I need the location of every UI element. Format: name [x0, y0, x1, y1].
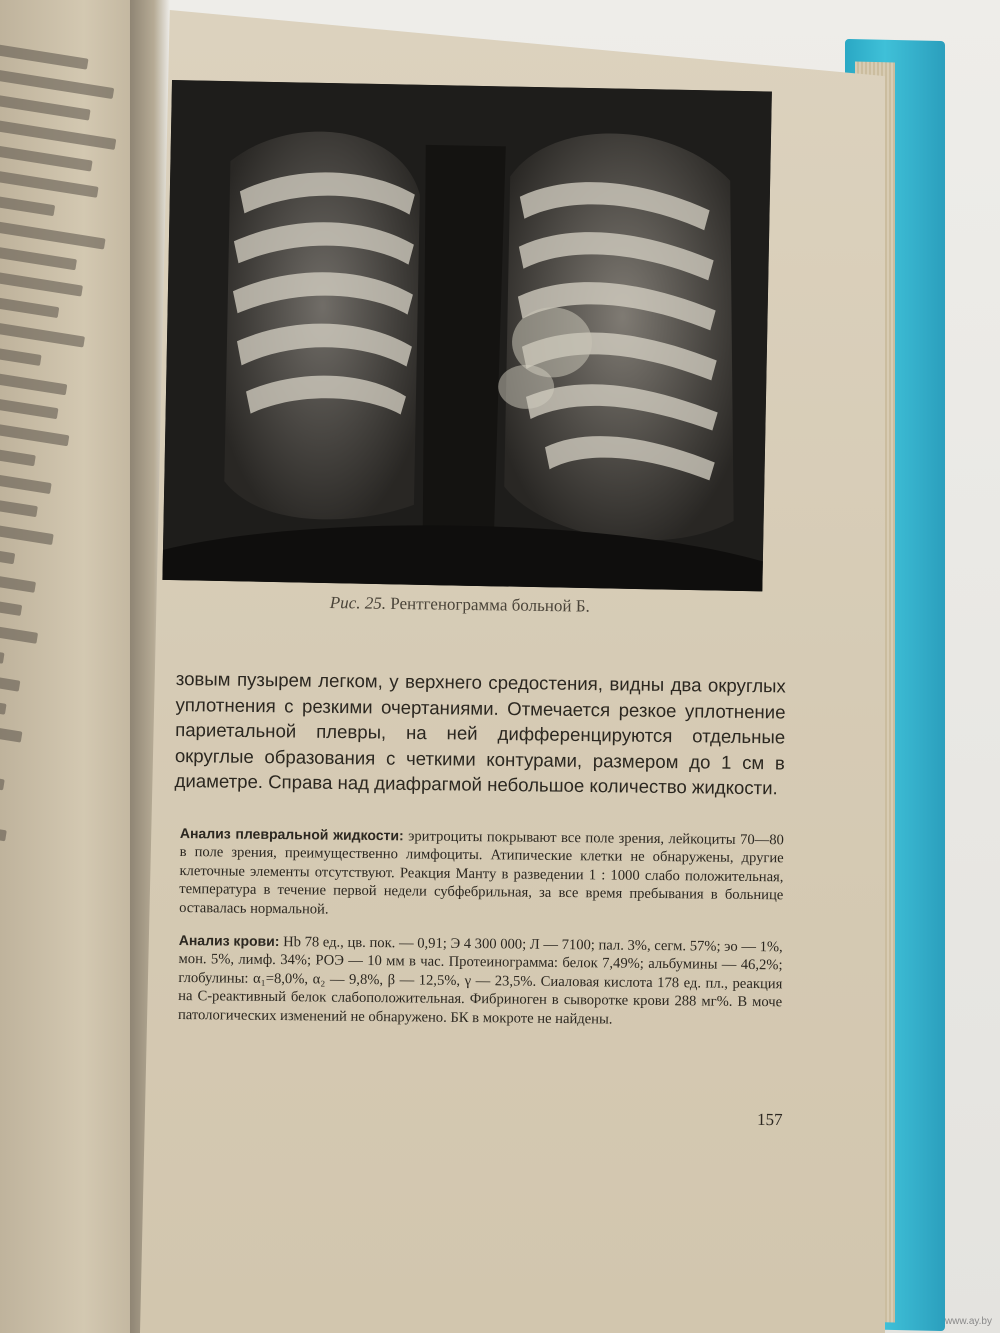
figure-caption-text: Рентгенограмма больной Б. [385, 593, 590, 616]
lab-results [178, 824, 784, 1044]
xray-figure [162, 80, 771, 591]
body-paragraph-text: зовым пузырем легком, у верхнего средостения, видны два округлых уплотнения с резкими очертаниями. Отмечается резкое уплотнение париетальной плевры, на ней дифференцируются отдельные округлые образования с четкими контурами, размером до 1 см в диаметре. Справа над диафрагмой небольшое количество жидкости. [174, 667, 786, 799]
figure-caption-label: Рис. 25. [329, 593, 387, 613]
left-page-text-blur [0, 40, 140, 1306]
left-page [0, 0, 140, 1333]
body-paragraph [174, 666, 786, 801]
pleural-analysis-label: Анализ плевральной жидкости: [179, 824, 404, 844]
blood-analysis [178, 931, 783, 1030]
pleural-analysis [179, 824, 784, 923]
watermark: www.ay.by [944, 1316, 992, 1327]
blood-analysis-label: Анализ крови: [178, 932, 280, 950]
blood-analysis-text: Hb 78 ед., цв. пок. — 0,91; Э 4 300 000; Л — 7100; пал. 3%, сегм. 57%; эо — 1%, мон. 5%, лимф. 34%; РОЭ — 10 мм в час. Протеинограмма: белок 7,49%; альбумины — 46,2%; глобулины: α₁=8,0%, α₂ — 9,8%, β — 12,5%, γ — 23,5%. Сиаловая кислота 178 ед. пл., реакция на С-реактивный белок слабоположительная. Фибриноген в сыворотке крови 288 мг%. В моче патологических изменений не обнаружено. БК в мокроте не найдены. [177, 934, 783, 1028]
chest-xray-image [162, 80, 771, 591]
page-number: 157 [756, 1109, 783, 1130]
pleural-analysis-text: эритроциты покрывают все поле зрения, лейкоциты 70—80 в поле зрения, преимущественно лимфоциты. Атипические клетки не обнаружены, другие клеточные элементы отсутствуют. Реакция Манту в разведении 1 : 1000 слабо положительная, температура в течение первой недели субфебрильная, за все время пребывания в больнице оставалась нормальной. [179, 828, 784, 918]
